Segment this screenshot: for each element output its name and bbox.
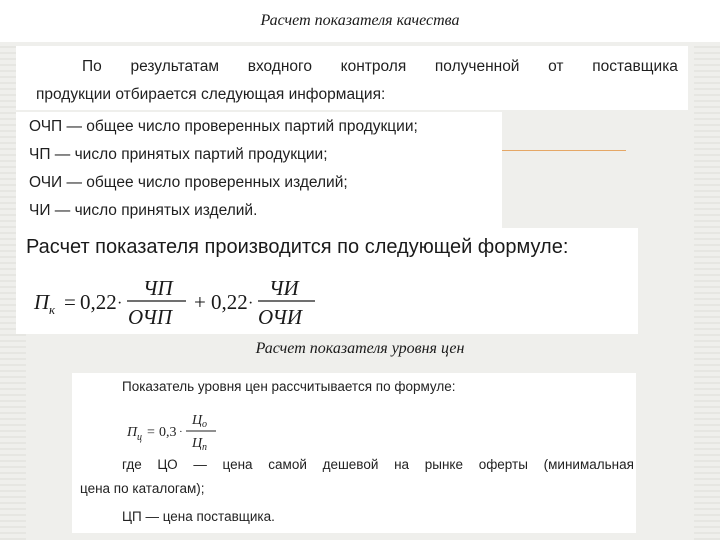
where-word: ЦО xyxy=(157,457,178,472)
price-numerator-subscript: о xyxy=(202,419,207,430)
price-numerator: Ц xyxy=(192,413,203,428)
intro-word: поставщика xyxy=(592,58,678,75)
price-cp-line: ЦП — цена поставщика. xyxy=(122,509,275,524)
where-word: цена xyxy=(222,457,253,472)
price-equals: = xyxy=(147,425,155,440)
formula-equals: = xyxy=(64,290,76,314)
intro-line-2: продукции отбирается следующая информация: xyxy=(36,86,386,103)
quality-formula-intro: Расчет показателя производится по следующей формуле: xyxy=(26,236,569,258)
decorative-orange-line xyxy=(502,150,626,151)
definition-chi: ЧИ — число принятых изделий. xyxy=(29,202,258,219)
intro-word: По xyxy=(82,58,102,75)
formula-numerator-1: ЧП xyxy=(143,276,173,300)
where-word: самой xyxy=(268,457,307,472)
formula-dot-1: · xyxy=(117,295,123,312)
where-word: (минимальная xyxy=(543,457,634,472)
formula-dot-2: · xyxy=(248,295,254,312)
formula-lhs-subscript: к xyxy=(49,302,56,317)
intro-line-1 xyxy=(82,58,678,76)
price-where-line-2: цена по каталогам); xyxy=(80,481,205,496)
quality-heading: Расчет показателя качества xyxy=(260,12,460,29)
price-coef: 0,3 xyxy=(159,425,177,440)
formula-numerator-2: ЧИ xyxy=(269,276,299,300)
intro-word: полученной xyxy=(434,58,520,75)
formula-plus: + xyxy=(194,290,206,314)
formula-coef-1: 0,22 xyxy=(80,290,117,314)
price-denominator: Ц xyxy=(192,436,203,451)
price-where-line-1 xyxy=(122,457,634,472)
intro-panel xyxy=(16,46,688,110)
definition-ochi: ОЧИ — общее число проверенных изделий; xyxy=(29,174,348,191)
where-word: оферты xyxy=(478,457,528,472)
where-word: где xyxy=(122,457,142,472)
definition-ochp: ОЧП — общее число проверенных партий продукции; xyxy=(29,118,418,135)
definitions-panel xyxy=(16,112,502,230)
quality-formula-panel xyxy=(16,228,638,334)
formula-denominator-1: ОЧП xyxy=(128,305,172,329)
quality-formula xyxy=(16,228,638,334)
formula-coef-2: 0,22 xyxy=(211,290,248,314)
price-panel xyxy=(72,373,636,533)
intro-word: от xyxy=(548,58,564,75)
intro-word: входного xyxy=(247,58,312,75)
intro-word: контроля xyxy=(340,58,407,75)
price-lhs-subscript: ц xyxy=(137,432,142,443)
where-word: на xyxy=(394,457,410,472)
where-word: дешевой xyxy=(322,457,379,472)
price-formula-intro: Показатель уровня цен рассчитывается по формуле: xyxy=(122,379,456,394)
price-dot: · xyxy=(179,426,183,438)
price-heading: Расчет показателя уровня цен xyxy=(255,340,465,357)
intro-word: результатам xyxy=(130,58,220,75)
where-word: — xyxy=(193,457,207,472)
formula-lhs: П xyxy=(34,290,50,314)
price-denominator-subscript: п xyxy=(202,442,207,453)
price-lhs: П xyxy=(127,425,138,440)
where-word: рынке xyxy=(424,457,463,472)
definition-chp: ЧП — число принятых партий продукции; xyxy=(29,146,328,163)
formula-denominator-2: ОЧИ xyxy=(258,305,302,329)
right-stripe-decoration xyxy=(694,42,720,540)
